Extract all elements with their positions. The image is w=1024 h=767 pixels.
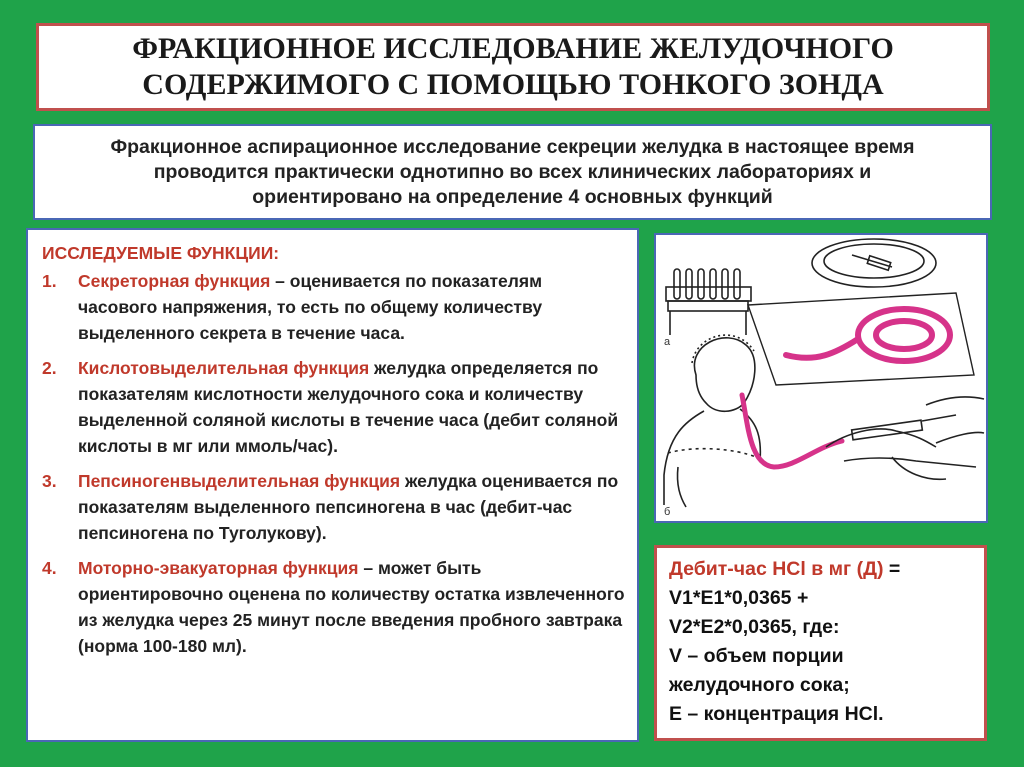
illustration-label-a: а bbox=[664, 336, 671, 348]
formula-line-2: V1*E1*0,0365 + bbox=[669, 587, 809, 609]
function-body bbox=[78, 468, 625, 546]
napkin-tube-drawing bbox=[748, 293, 974, 385]
function-body bbox=[78, 268, 625, 346]
function-body bbox=[78, 555, 625, 659]
function-number: 3. bbox=[42, 471, 57, 491]
function-description: – может быть ориентировочно оценена по количеству остатка извлеченного из желудка через 25 минут после введения пробного завтрака (норма 100-180 мл). bbox=[78, 558, 625, 656]
intro-box bbox=[33, 124, 992, 220]
functions-list bbox=[42, 268, 625, 659]
page-title-line-2: СОДЕРЖИМОГО С ПОМОЩЬЮ ТОНКОГО ЗОНДА bbox=[142, 68, 884, 101]
function-term: Кислотовыделительная функция bbox=[78, 358, 370, 378]
function-item bbox=[42, 268, 625, 346]
page-title-line-1: ФРАКЦИОННОЕ ИССЛЕДОВАНИЕ ЖЕЛУДОЧНОГО bbox=[132, 32, 894, 65]
function-number: 4. bbox=[42, 558, 57, 578]
illustration-box bbox=[654, 233, 988, 523]
test-tube-rack-drawing bbox=[666, 269, 751, 335]
function-term: Моторно-эвакуаторная функция bbox=[78, 558, 359, 578]
hands-syringe-drawing bbox=[826, 397, 984, 479]
intro-line-1: Фракционное аспирационное исследование секреции желудка в настоящее время bbox=[110, 135, 915, 158]
formula-term: Дебит-час HCl в мг (Д) bbox=[669, 558, 884, 580]
intro-line-3: ориентировано на определение 4 основных функций bbox=[252, 185, 773, 208]
formula-line-4: V – объем порции bbox=[669, 645, 844, 667]
title-box bbox=[36, 23, 990, 111]
function-item bbox=[42, 468, 625, 546]
function-number: 2. bbox=[42, 358, 57, 378]
function-description: желудка определяется по показателям кислотности желудочного сока и количеству выделенной соляной кислоты в течение часа (дебит соляной кислоты в мг или ммоль/час). bbox=[78, 358, 619, 456]
functions-box bbox=[26, 228, 639, 742]
illustration-label-b: б bbox=[664, 506, 671, 518]
function-body bbox=[78, 355, 625, 459]
formula-equals: = bbox=[883, 558, 901, 580]
functions-heading: ИССЛЕДУЕМЫЕ ФУНКЦИИ: bbox=[42, 243, 280, 263]
function-description: желудка оценивается по показателям выделенного пепсиногена в час (дебит-час пепсиногена по Туголукову). bbox=[78, 471, 619, 543]
function-term: Секреторная функция bbox=[78, 271, 271, 291]
function-number: 1. bbox=[42, 271, 57, 291]
formula-line-1 bbox=[669, 555, 972, 584]
function-item bbox=[42, 355, 625, 459]
formula-line-6: Е – концентрация HCl. bbox=[669, 703, 884, 725]
formula-box bbox=[654, 545, 987, 741]
gastric-probe-illustration bbox=[656, 235, 986, 521]
intro-line-2: проводится практически однотипно во всех клинических лабораториях и bbox=[153, 160, 872, 183]
function-description: – оценивается по показателям часового напряжения, то есть по общему количеству выделенного секрета в течение часа. bbox=[78, 271, 543, 343]
formula-line-3: V2*E2*0,0365, где: bbox=[669, 616, 840, 638]
function-term: Пепсиногенвыделительная функция bbox=[78, 471, 401, 491]
formula-line-5: желудочного сока; bbox=[669, 674, 850, 696]
dish-syringe-drawing bbox=[812, 239, 936, 287]
function-item bbox=[42, 555, 625, 659]
